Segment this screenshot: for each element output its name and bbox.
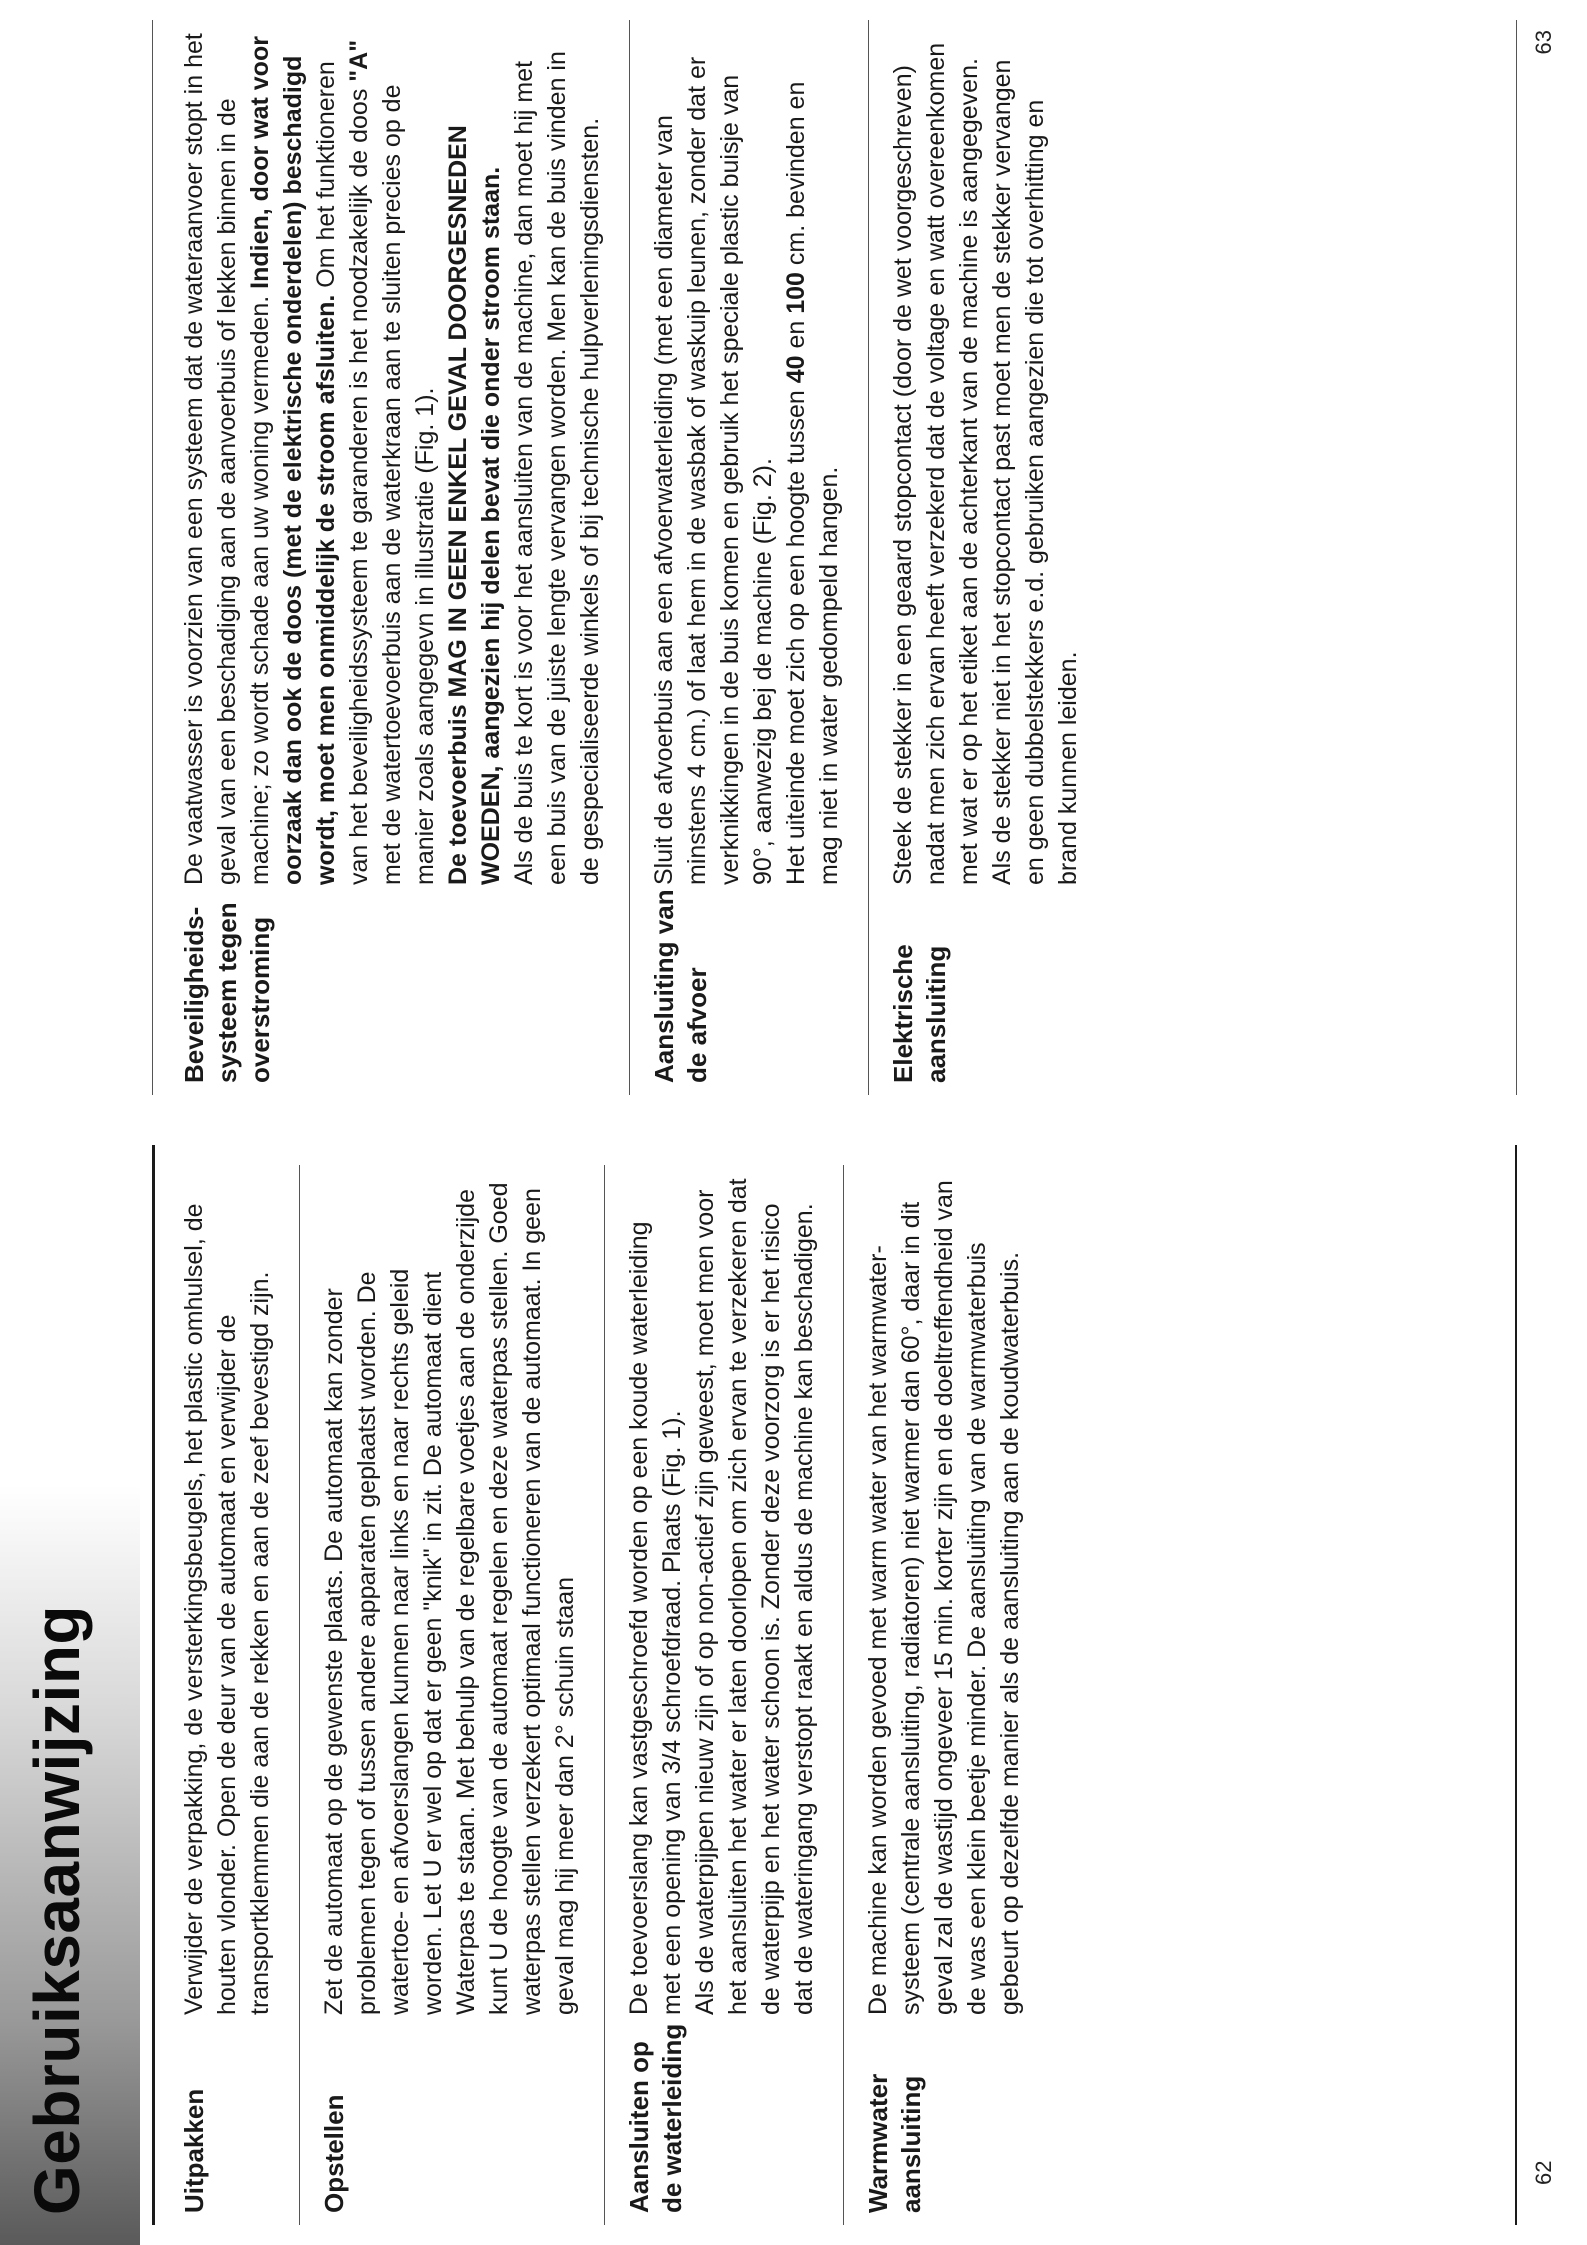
section-label: Aansluiten op de waterleiding	[624, 2023, 687, 2213]
text-run: Zet de automaat op de gewenste plaats. De automaat kan zonder problemen tegen of tussen andere apparaten geplaatst worden. De watertoe- en afvoerslangen kunnen naar links en naar rechts geleid worden. Let U er wel op dat er geen "knik" in zit. De automaat dient Waterpas te staan. Met behulp van de regelbare voetjes aan de onderzijde kunt U de hoogte van de automaat regelen en deze waterpas stellen. Goed waterpas stellen verzekert optimaal functioneren van de automaat. In geen geval mag hij meer dan 2° schuin staan	[320, 1182, 579, 2015]
section-label: Elektrische aansluiting	[888, 944, 951, 1083]
paragraph	[623, 1175, 689, 2015]
page-number-left: 62	[1531, 2160, 1556, 2185]
text-run: en	[782, 313, 810, 356]
header-rule	[152, 1145, 155, 2225]
section-body	[648, 20, 846, 885]
paragraph	[442, 30, 508, 885]
text-run: Sluit de afvoerbuis aan een afvoerwaterleiding (met een diameter van minstens 4 cm.) of laat hem in de wasbak of waskuip leunen, zonder dat er verknikkingen in de buis komen en gebruik het speciale plastic buisje van 90°, aanwezig bej de machine (Fig. 2).	[650, 56, 777, 885]
paragraph	[318, 1175, 582, 2015]
paragraph	[508, 30, 607, 885]
paragraph	[178, 30, 442, 885]
section-label: Aansluiting van de afvoer	[649, 889, 712, 1083]
page-number-right: 63	[1531, 30, 1556, 55]
paragraph	[887, 30, 1085, 885]
text-run: met de watertoevoerbuis aan de waterkraan aan te sluiten precies op de manier zoals aangegevn in illustratie (Fig. 1).	[378, 84, 439, 885]
section-body	[887, 20, 1085, 885]
text-run: Verwijder de verpakking, de versterkingsbeugels, het plastic omhulsel, de houten vlonder. Open de deur van de automaat en verwijder de transportklemmen die aan de rekken en aan de zeef bevestigd zijn.	[180, 1203, 274, 2015]
section-label: Beveiligheids-systeem tegen overstroming	[179, 902, 275, 1083]
section-label: Opstellen	[319, 2094, 349, 2213]
page-title: Gebruiksaanwijzing	[21, 1604, 93, 2215]
section-uitpakken	[160, 1165, 300, 2225]
section-elektrische-aansluiting	[869, 20, 1107, 1095]
text-run: De toevoerslang kan vastgeschroefd worden op een koude waterleiding met een opening van 3/4 schroefdraad. Plaats (Fig. 1).	[625, 1221, 686, 2015]
paragraph	[862, 1175, 1027, 2015]
bold-text-run: 100	[782, 272, 810, 314]
paragraph	[648, 30, 780, 885]
text-run: cm. bevinden en mag niet in water gedompeld hangen.	[782, 81, 843, 885]
section-body	[623, 1165, 821, 2015]
section-body	[318, 1165, 582, 2015]
bold-text-run: De toevoerbuis MAG IN GEEN ENKEL GEVAL DOORGESNEDEN WOEDEN, aangezien hij delen bevat die onder stroom staan.	[444, 125, 505, 885]
right-sections	[160, 20, 1107, 1095]
section-body	[178, 1165, 277, 2015]
section-body	[862, 1165, 1027, 2015]
bold-text-run: 40	[782, 355, 810, 384]
paragraph	[178, 1175, 277, 2015]
section-aansluiten-op-de-waterleiding	[605, 1165, 844, 2225]
section-warmwater-aansluiting	[844, 1165, 1049, 2225]
footer-rule	[1516, 20, 1517, 1095]
page-left	[0, 1145, 1587, 2245]
text-run: Om het funktioneren van het beveiligheidssysteem te garanderen is het noodzakelijk de doos	[312, 61, 373, 885]
footer-rule	[1515, 1145, 1517, 2225]
section-body	[178, 20, 607, 885]
text-run: Als de waterpijpen nieuw zijn of op non-actief zijn geweest, moet men voor het aansluiten het water er laten doorlopen om zich ervan te verzekeren dat de waterpijp en het water schoon is. Zonder deze voorzorg is er het risico dat de wateringang verstopt raakt en aldus de machine kan beschadigen.	[691, 1178, 818, 2015]
text-run: Steek de stekker in een geaard stopcontact (door de wet voorgeschreven) nadat men zich ervan heeft verzekerd dat de voltage en watt overeenkomen met wat er op het etiket aan de achterkant van de machine is aangegeven. Als de stekker niet in het stopcontact past moet men de stekker vervangen en geen dubbelstekkers e.d. gebruiken aangezien die tot overhitting en brand kunnen leiden.	[889, 42, 1082, 885]
text-run: Als de buis te kort is voor het aansluiten van de machine, dan moet hij met een buis van de juiste lengte vervangen worden. Men kan de buis vinden in de gespecialiseerde winkels of bij technische hulpverleningsdiensten.	[510, 51, 604, 885]
section-opstellen	[300, 1165, 605, 2225]
text-run: Het uiteinde moet zich op een hoogte tussen	[782, 383, 810, 885]
left-sections	[160, 1165, 1049, 2225]
section-beveiligheids-systeem-tegen-overstroming	[160, 20, 630, 1095]
section-aansluiting-van-de-afvoer	[630, 20, 869, 1095]
text-run: De machine kan worden gevoed met warm water van het warmwater-systeem (centrale aansluiting, radiatoren) niet warmer dan 60°, daar in dit geval zal de wastijd ongeveer 15 min. korter zijn en de doeltreffendheid van de was een klein beetje minder. De aansluiting van de warmwaterbuis gebeurt op dezelfde manier als de aansluiting aan de koudwaterbuis.	[864, 1180, 1024, 2015]
header-rule	[152, 20, 153, 1095]
section-label: Uitpakken	[179, 2088, 209, 2213]
bold-text-run: Indien, door wat voor oorzaak dan ook de doos (met de elektrische onderdelen) beschadigd wordt, moet men onmiddelijk de stroom afsluiten.	[246, 36, 340, 885]
section-label: Warmwater aansluiting	[863, 2073, 926, 2213]
bold-text-run: "A"	[345, 39, 373, 82]
text-run: De vaatwasser is voorzien van een systeem dat de wateraanvoer stopt in het geval van een beschadiging aan de aanvoerbuis of lekken binnen in de machine; zo wordt schade aan uw woning vermeden.	[180, 33, 274, 885]
paragraph	[780, 30, 846, 885]
paragraph	[689, 1175, 821, 2015]
